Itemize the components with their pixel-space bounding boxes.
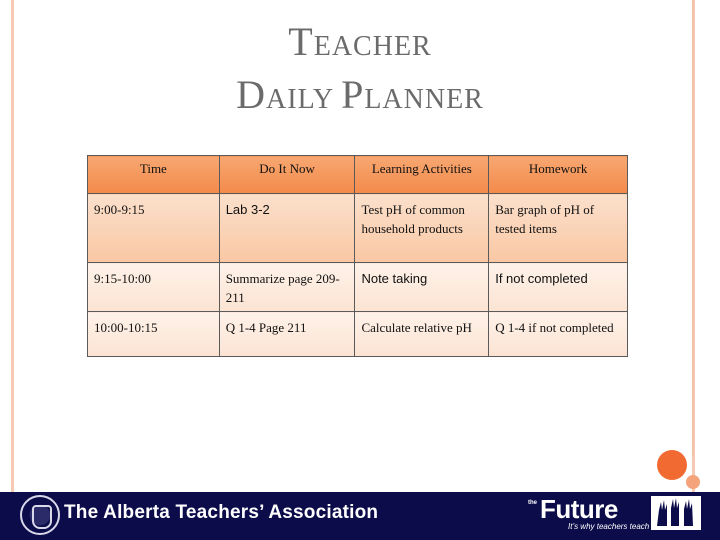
cell-homework: Q 1-4 if not completed [489,312,628,357]
cell-homework: Bar graph of pH of tested items [489,194,628,263]
cell-do-it-now: Q 1-4 Page 211 [219,312,355,357]
table-row [88,263,628,312]
cell-do-it-now [219,194,355,263]
header-homework: Homework [489,156,628,194]
table-row [88,194,628,263]
decorative-circle-small [686,475,700,489]
ata-seal-icon [20,495,60,535]
cell-learning-activities [355,263,489,312]
title-line-1: TEACHER [288,19,432,64]
cell-time: 10:00-10:15 [88,312,220,357]
header-time: Time [88,156,220,194]
cell-text: Note taking [361,271,428,286]
daily-planner-table [87,155,628,357]
cell-time: 9:00-9:15 [88,194,220,263]
cell-time: 9:15-10:00 [88,263,220,312]
decorative-circle-large [657,450,687,480]
title-line-2: DAILY PLANNER [236,72,484,117]
future-logo-word: Future [540,494,618,524]
association-name: The Alberta Teachers’ Association [64,502,379,523]
future-tagline: It’s why teachers teach [568,522,650,531]
slide-title [0,18,720,124]
cell-text: If not completed [495,271,588,286]
footer-banner [0,492,720,540]
cell-learning-activities: Calculate relative pH [355,312,489,357]
future-the: the [528,500,537,506]
header-learning-activities: Learning Activities [355,156,489,194]
table-header-row [88,156,628,194]
cell-learning-activities: Test pH of common household products [355,194,489,263]
table-row [88,312,628,357]
cell-text: Lab 3-2 [225,202,270,217]
cell-homework [489,263,628,312]
cell-do-it-now: Summarize page 209-211 [219,263,355,312]
raised-hands-icon [651,496,701,530]
header-do-it-now: Do It Now [219,156,355,194]
